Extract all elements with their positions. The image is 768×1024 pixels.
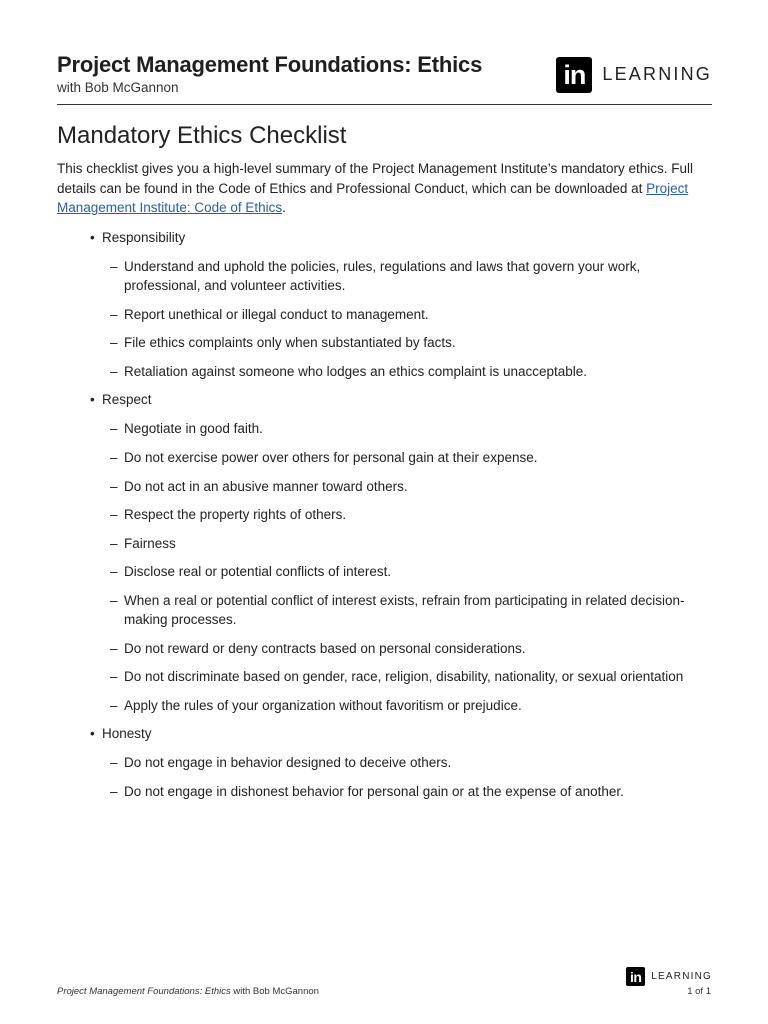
section-label: Honesty [102, 726, 152, 742]
code-of-ethics-link[interactable]: Project Management Institute: Code of Ethics [57, 180, 689, 215]
sub-list [90, 419, 720, 714]
dash-icon: – [110, 669, 118, 685]
list-item: – Do not engage in dishonest behavior for personal gain or at the expense of another. [110, 783, 624, 799]
list-item: – When a real or potential conflict of interest exists, refrain from participating in related decision-making processes. [110, 592, 685, 627]
document-title: Mandatory Ethics Checklist [57, 122, 347, 149]
ethics-checklist [90, 228, 720, 811]
list-item: – Do not act in an abusive manner toward others. [110, 478, 408, 494]
section-respect [90, 390, 720, 714]
list-item: – Fairness [110, 535, 176, 551]
dash-icon: – [110, 478, 118, 494]
sub-list [90, 753, 720, 801]
section-label: Respect [102, 392, 152, 408]
page-header [57, 52, 712, 105]
list-item: – File ethics complaints only when substantiated by facts. [110, 335, 456, 351]
bullet-icon: • [90, 392, 95, 408]
dash-icon: – [110, 363, 118, 379]
list-item: – Respect the property rights of others. [110, 507, 347, 523]
instructor-name: with Bob McGannon [57, 80, 179, 95]
linkedin-icon: in [626, 967, 645, 986]
bullet-icon: • [90, 230, 95, 245]
bullet-icon: • [90, 726, 95, 742]
page-number: 1 of 1 [687, 986, 711, 997]
course-title: Project Management Foundations: Ethics [57, 52, 483, 77]
logo-wordmark: LEARNING [602, 64, 712, 84]
dash-icon: – [110, 306, 118, 322]
section-honesty [90, 724, 720, 801]
list-item: – Understand and uphold the policies, rules, regulations and laws that govern your work, professional, and volunteer activities. [110, 259, 641, 293]
list-item: – Do not reward or deny contracts based on personal considerations. [110, 640, 526, 656]
footer-course-info [57, 986, 319, 997]
dash-icon: – [110, 564, 118, 580]
intro-text: This checklist gives you a high-level summary of the Project Management Institute’s mandatory ethics. Full details can be found in the Code of Ethics and Professional Conduct, which can be downloaded at [57, 161, 694, 196]
intro-end: . [282, 200, 286, 215]
footer-instructor: with Bob McGannon [230, 986, 319, 997]
dash-icon: – [110, 697, 118, 713]
dash-icon: – [110, 259, 118, 274]
footer-logo [626, 966, 712, 986]
dash-icon: – [110, 421, 118, 437]
linkedin-learning-logo [556, 56, 712, 93]
list-item: – Do not discriminate based on gender, race, religion, disability, nationality, or sexual orientation [110, 669, 684, 685]
dash-icon: – [110, 640, 118, 656]
intro-paragraph [57, 159, 707, 218]
dash-icon: – [110, 592, 118, 608]
dash-icon: – [110, 783, 118, 799]
list-item: – Do not exercise power over others for personal gain at their expense. [110, 449, 538, 465]
list-item: – Negotiate in good faith. [110, 421, 263, 437]
footer-course-title: Project Management Foundations: Ethics [57, 986, 231, 997]
dash-icon: – [110, 535, 118, 551]
footer-logo-wordmark: LEARNING [651, 970, 712, 982]
dash-icon: – [110, 449, 118, 465]
list-item: – Apply the rules of your organization without favoritism or prejudice. [110, 697, 522, 713]
list-item: – Do not engage in behavior designed to deceive others. [110, 755, 452, 771]
section-label: Responsibility [102, 230, 186, 245]
list-item: – Disclose real or potential conflicts of interest. [110, 564, 392, 580]
list-item: – Retaliation against someone who lodges an ethics complaint is unacceptable. [110, 363, 588, 379]
dash-icon: – [110, 755, 118, 771]
dash-icon: – [110, 335, 118, 351]
linkedin-icon: in [556, 57, 592, 93]
section-responsibility [90, 228, 720, 381]
sub-list [90, 257, 720, 381]
dash-icon: – [110, 507, 118, 523]
list-item: – Report unethical or illegal conduct to management. [110, 306, 429, 322]
